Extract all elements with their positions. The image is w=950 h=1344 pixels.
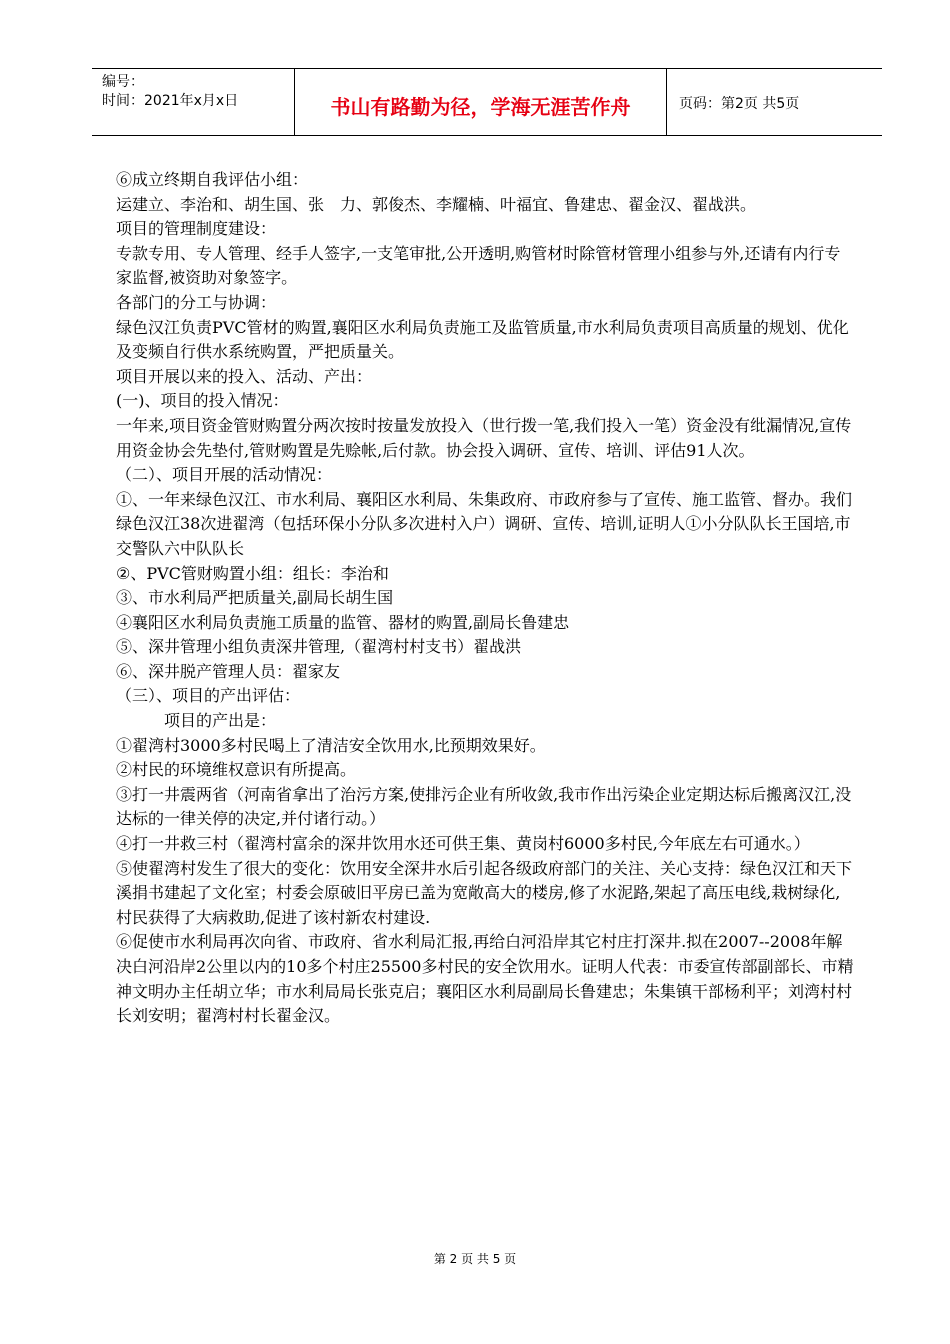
- paragraph: ⑥促使市水利局再次向省、市政府、省水利局汇报,再给白河沿岸其它村庄打深井.拟在2007--2008年解决白河沿岸2公里以内的10多个村庄25500多村民的安全饮用水。证明人代表：市委宣传部副部长、市精神文明办主任胡立华；市水利局局长张克启；襄阳区水利局副局长鲁建忠；朱集镇干部杨利平；刘湾村村长刘安明；翟湾村村长翟金汉。: [116, 932, 854, 1026]
- paragraph: （三）、项目的产出评估：: [116, 686, 301, 706]
- paragraph: 运建立、李治和、胡生国、张 力、郭俊杰、李耀楠、叶福宜、鲁建忠、翟金汉、翟战洪。: [116, 194, 757, 214]
- document-header: [92, 68, 882, 136]
- document-number-label: 编号：: [102, 74, 144, 90]
- paragraph: ②、PVC管财购置小组：组长：李治和: [116, 563, 389, 583]
- paragraph: 绿色汉江负责PVC管材的购置,襄阳区水利局负责施工及监管质量,市水利局负责项目高质量的规划、优化及变频自行供水系统购置，严把质量关。: [116, 317, 849, 362]
- paragraph: ⑥、深井脱产管理人员：翟家友: [116, 661, 341, 681]
- paragraph: ③打一井震两省（河南省拿出了治污方案,使排污企业有所收敛,我市作出污染企业定期达标后搬离汉江,没达标的一律关停的决定,并付诸行动。）: [116, 784, 852, 829]
- document-body: [116, 168, 856, 1029]
- paragraph: ⑤使翟湾村发生了很大的变化：饮用安全深井水后引起各级政府部门的关注、关心支持：绿色汉江和天下溪捐书建起了文化室；村委会原破旧平房已盖为宽敞高大的楼房,修了水泥路,架起了高压电线,栽树绿化,村民获得了大病救助,促进了该村新农村建设.: [116, 858, 853, 927]
- paragraph: 专款专用、专人管理、经手人签字,一支笔审批,公开透明,购管材时除管材管理小组参与外,还请有内行专家监督,被资助对象签字。: [116, 243, 841, 288]
- page-footer: 第 2 页 共 5 页: [433, 1252, 517, 1266]
- document-time-label: 时间：2021年x月x日: [102, 93, 239, 109]
- paragraph: 一年来,项目资金管财购置分两次按时按量发放投入（世行拨一笔,我们投入一笔）资金没有纰漏情况,宣传用资金协会先垫付,管财购置是先赊帐,后付款。协会投入调研、宣传、培训、评估91人次。: [116, 415, 852, 460]
- header-page-cell: [667, 69, 882, 135]
- paragraph: 项目开展以来的投入、活动、产出：: [116, 366, 373, 386]
- paragraph: ④打一井救三村（翟湾村富余的深井饮用水还可供王集、黄岗村6000多村民,今年底左右可通水。）: [116, 834, 810, 854]
- header-meta-cell: [92, 69, 295, 135]
- header-motto: 书山有路勤为径，学海无涯苦作舟: [330, 95, 631, 119]
- header-motto-cell: [295, 69, 667, 135]
- paragraph: （二）、项目开展的活动情况：: [116, 465, 333, 485]
- paragraph: 项目的产出是：: [164, 711, 277, 731]
- paragraph: ②村民的环境维权意识有所提高。: [116, 760, 357, 780]
- paragraph: 各部门的分工与协调：: [116, 292, 277, 312]
- paragraph: ①、一年来绿色汉江、市水利局、襄阳区水利局、朱集政府、市政府参与了宣传、施工监管、督办。我们绿色汉江38次进翟湾（包括环保小分队多次进村入户）调研、宣传、培训,证明人①小分队队长王国培,市交警队六中队队长: [116, 489, 853, 558]
- paragraph: ⑥成立终期自我评估小组：: [116, 170, 309, 189]
- paragraph: (一)、项目的投入情况：: [116, 391, 289, 411]
- paragraph: ④襄阳区水利局负责施工质量的监管、器材的购置,副局长鲁建忠: [116, 612, 570, 632]
- paragraph: ③、市水利局严把质量关,副局长胡生国: [116, 588, 394, 608]
- paragraph: ⑤、深井管理小组负责深井管理,（翟湾村村支书）翟战洪: [116, 637, 522, 657]
- paragraph: 项目的管理制度建设：: [116, 219, 277, 239]
- header-page-number: 页码：第2页 共5页: [679, 96, 800, 112]
- paragraph: ①翟湾村3000多村民喝上了清洁安全饮用水,比预期效果好。: [116, 735, 546, 755]
